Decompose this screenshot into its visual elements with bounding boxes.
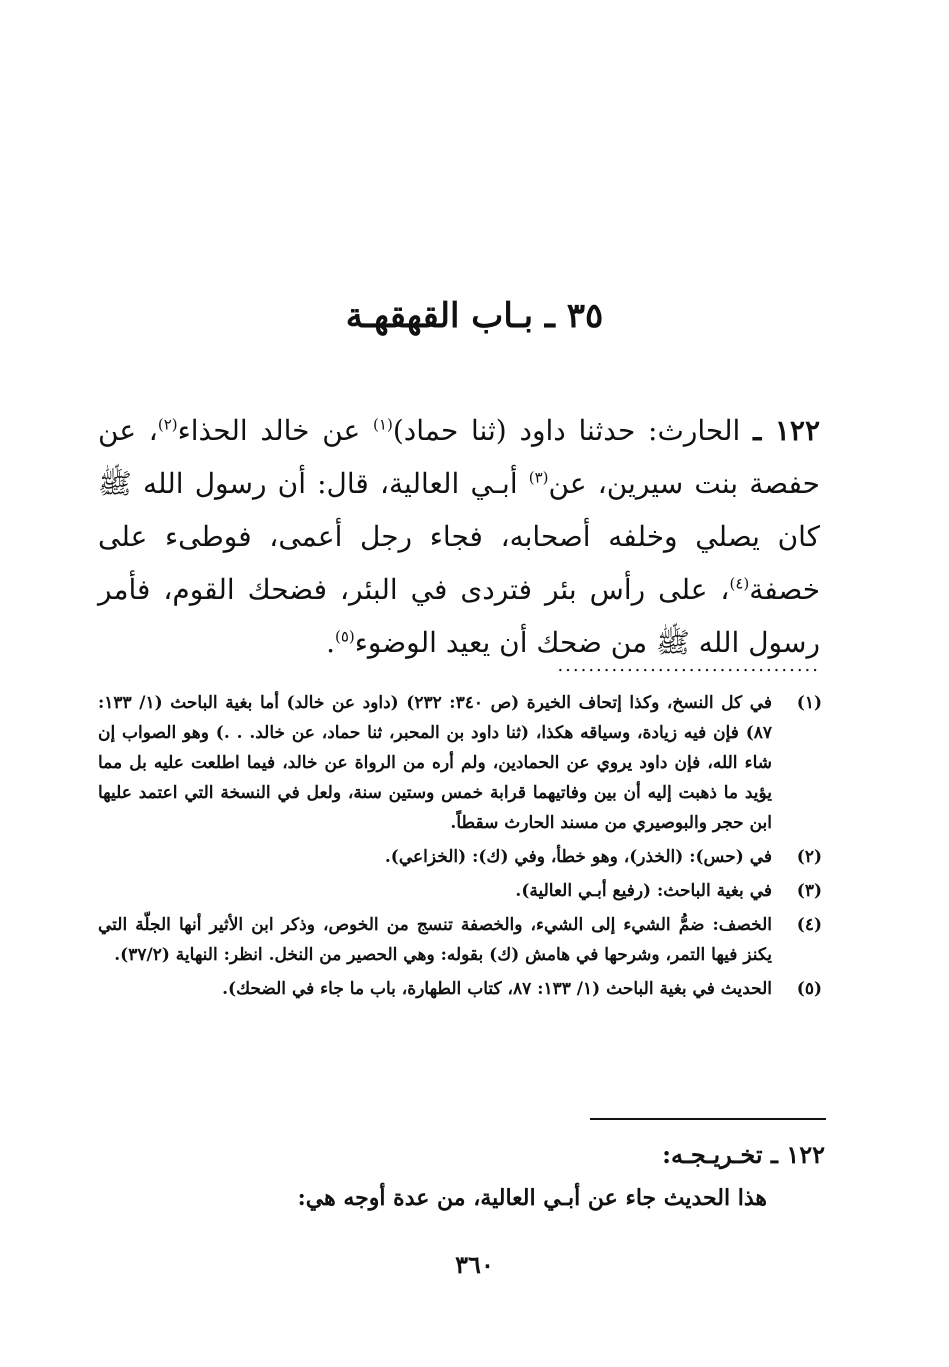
footnote-text: في بغية الباحث: (رفيع أبـي العالية). <box>515 881 772 901</box>
footnotes <box>98 688 822 1008</box>
hadith-segment-5: ، على رأس بئر فتردى في البئر، فضحك القوم، فأمر رسول الله ﷺ من ضحك أن يعيد الوضوء <box>98 573 820 659</box>
footnote-text: الحديث في بغية الباحث (١/ ١٣٣: ٨٧، كتاب الطهارة، باب ما جاء في الضحك). <box>222 979 772 999</box>
footnote-number: (٥) <box>796 979 822 999</box>
takhrij-heading: ١٢٢ ـ تخـريـجـه: <box>662 1140 825 1169</box>
footnote-separator: .................................. <box>557 655 820 676</box>
footnote-1 <box>98 688 822 838</box>
footnote-text: في (حس): (الخذر)، وهو خطأ، وفي (ك): (الخزاعي). <box>384 847 772 867</box>
footnote-2 <box>98 842 822 872</box>
chapter-title: ٣٥ ـ بـاب القهقهـة <box>345 296 604 336</box>
footnote-number: (١) <box>796 693 822 713</box>
hadith-number: ١٢٢ ـ <box>753 414 821 447</box>
footnote-ref-5[interactable]: (٥) <box>334 627 355 646</box>
footnote-ref-3[interactable]: (٣) <box>528 468 549 487</box>
hadith-segment-6: . <box>326 626 335 659</box>
footnote-3 <box>98 876 822 906</box>
hadith-segment-4: أبـي العالية، قال: أن رسول الله ﷺ كان يصلي وخلفه أصحابه، فجاء رجل أعمى، فوطىء على خصفة <box>98 467 820 606</box>
footnote-number: (٤) <box>796 915 822 935</box>
footnote-text: في كل النسخ، وكذا إتحاف الخيرة (ص ٣٤٠: ٢٣٢) (داود عن خالد) أما بغية الباحث (١/ ١٣٣: ٨٧) فإن فيه زيادة، وسياقه هكذا، (ثنا داود بن المحبر، ثنا حماد، عن خالد. . .) وهو الصواب إن شاء الله، فإن داود يروي عن الحمادين، ولم أره من الرواة عن خالد، فيما اطلعت عليه بل مما يؤيد ما ذهبت إليه أن بين وفاتيهما قرابة خمس وستين سنة، ولعل في النسخة التي اعتمد عليها ابن حجر والبوصيري من مسند الحارث سقطاً. <box>98 693 772 833</box>
hadith-segment-2: عن خالد الحذاء <box>177 414 374 447</box>
footnote-4 <box>98 910 822 970</box>
hadith-text <box>98 404 820 669</box>
footnote-ref-1[interactable]: (١) <box>373 415 393 434</box>
footnote-number: (٢) <box>796 847 822 867</box>
hadith-segment-3: ، عن حفصة بنت سيرين، عن <box>98 414 820 500</box>
page-number: ٣٦٠ <box>455 1250 494 1279</box>
takhrij-text: هذا الحديث جاء عن أبـي العالية، من عدة أوجه هي: <box>297 1185 767 1211</box>
footnote-text: الخصف: ضمُّ الشيء إلى الشيء، والخصفة تنسج من الخوص، وذكر ابن الأثير أنها الجلّة التي يكنز فيها التمر، وشرحها في هامش (ك) بقوله: وهي الحصير من النخل. انظر: النهاية (٣٧/٢). <box>98 915 772 965</box>
hadith-segment-1: الحارث: حدثنا داود (ثنا حماد) <box>392 414 741 447</box>
footnote-ref-4[interactable]: (٤) <box>729 574 750 593</box>
footnote-5 <box>98 974 822 1004</box>
footnote-ref-2[interactable]: (٢) <box>157 415 178 434</box>
section-rule <box>590 1118 826 1120</box>
footnote-number: (٣) <box>796 881 822 901</box>
